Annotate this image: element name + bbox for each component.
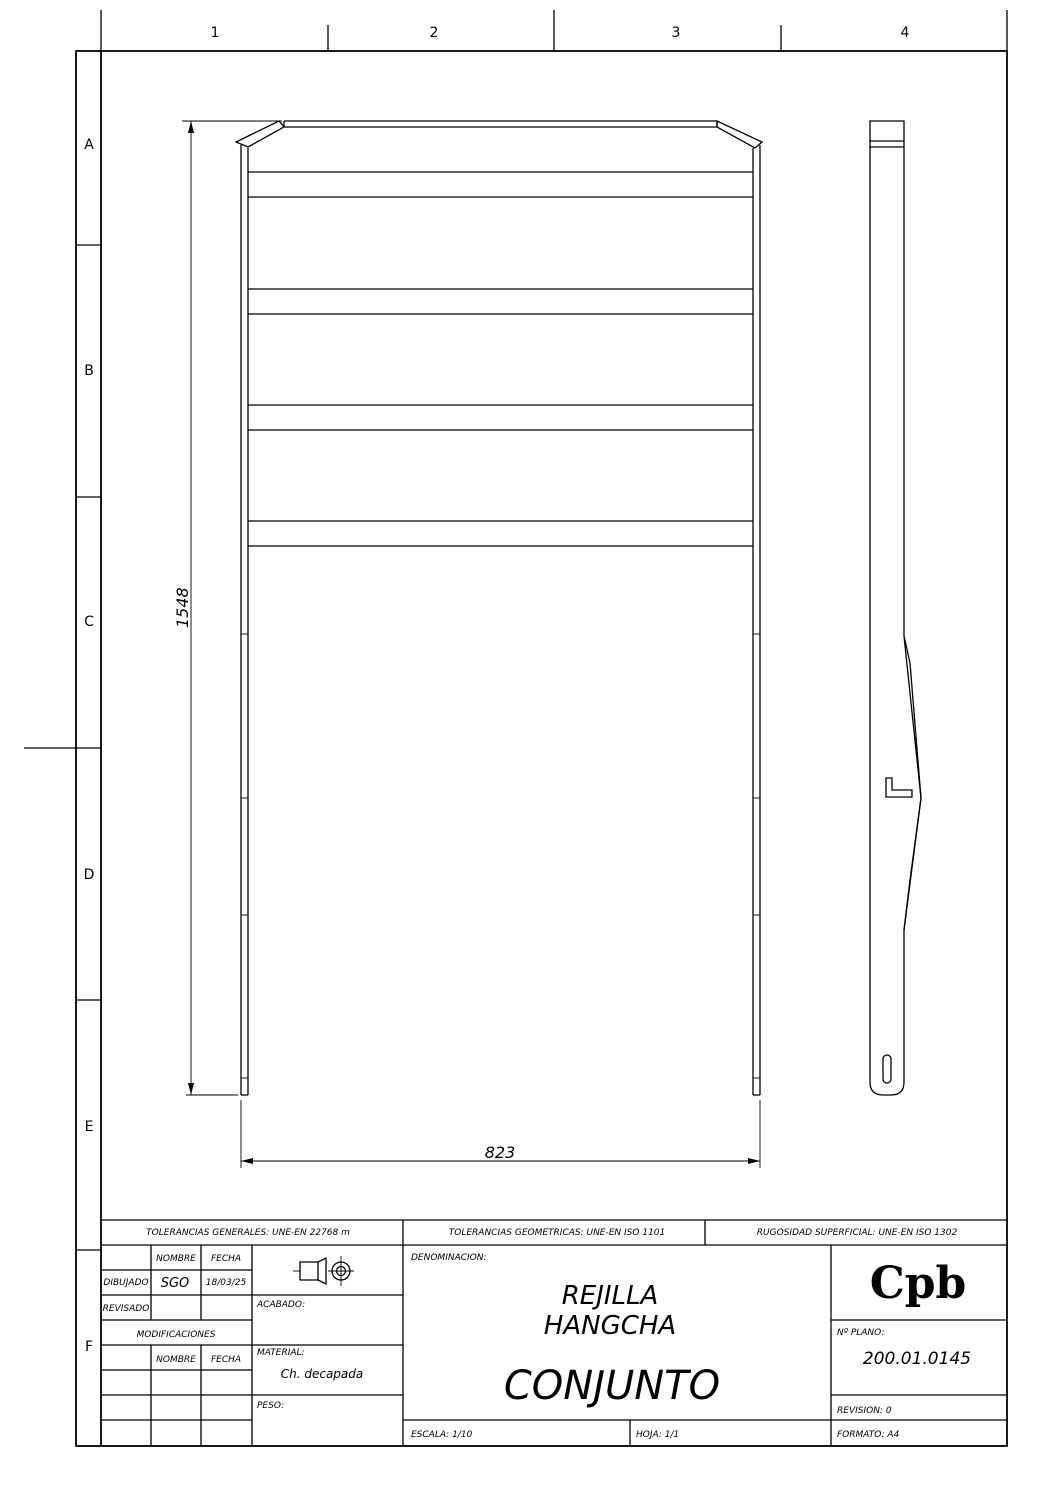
plano-value: 200.01.0145 [862, 1349, 972, 1369]
formato-label: FORMATO: A4 [837, 1430, 900, 1440]
side-view [870, 121, 921, 1095]
zone-row-c: C [84, 614, 94, 630]
width-dimension-value: 823 [484, 1143, 516, 1162]
escala-label: ESCALA: 1/10 [411, 1430, 473, 1440]
material-label: MATERIAL: [257, 1348, 305, 1358]
projection-symbol-icon [293, 1256, 354, 1286]
zone-col-3: 3 [671, 25, 681, 41]
dibujado-fecha: 18/03/25 [205, 1278, 247, 1288]
height-dimension-value: 1548 [173, 587, 192, 628]
mod-fecha-header: FECHA [210, 1355, 242, 1365]
zone-col-4: 4 [900, 25, 910, 41]
nombre-header: NOMBRE [156, 1254, 196, 1264]
company-logo: Cpb [869, 1258, 967, 1309]
title-line-1: REJILLA [561, 1281, 659, 1311]
acabado-label: ACABADO: [257, 1300, 306, 1310]
title-line-3: CONJUNTO [503, 1363, 721, 1409]
fecha-header: FECHA [210, 1254, 242, 1264]
zone-row-a: A [84, 137, 94, 153]
denominacion-label: DENOMINACION: [411, 1253, 487, 1263]
plano-label: Nº PLANO: [837, 1328, 885, 1338]
zone-row-b: B [84, 363, 94, 379]
zone-row-e: E [84, 1119, 94, 1135]
revisado-label: REVISADO [102, 1304, 150, 1314]
revision-label: REVISION: 0 [837, 1406, 892, 1416]
zone-col-2: 2 [429, 25, 439, 41]
front-view [236, 121, 762, 1095]
peso-label: PESO: [257, 1401, 285, 1411]
material-value: Ch. decapada [280, 1367, 364, 1381]
modificaciones-label: MODIFICACIONES [136, 1330, 216, 1340]
mod-nombre-header: NOMBRE [156, 1355, 196, 1365]
tolerancias-geometricas: TOLERANCIAS GEOMETRICAS: UNE-EN ISO 1101 [448, 1228, 666, 1238]
height-dimension [182, 121, 282, 1095]
hoja-label: HOJA: 1/1 [636, 1430, 680, 1440]
zone-row-f: F [84, 1339, 94, 1355]
tolerancias-generales: TOLERANCIAS GENERALES: UNE-EN 22768 m [146, 1228, 350, 1238]
dibujado-nombre: SGO [160, 1276, 190, 1291]
title-line-2: HANGCHA [543, 1311, 677, 1341]
zone-row-d: D [83, 867, 95, 883]
zone-col-1: 1 [210, 25, 220, 41]
rugosidad-superficial: RUGOSIDAD SUPERFICIAL: UNE-EN ISO 1302 [756, 1228, 958, 1238]
dibujado-label: DIBUJADO [103, 1278, 149, 1288]
